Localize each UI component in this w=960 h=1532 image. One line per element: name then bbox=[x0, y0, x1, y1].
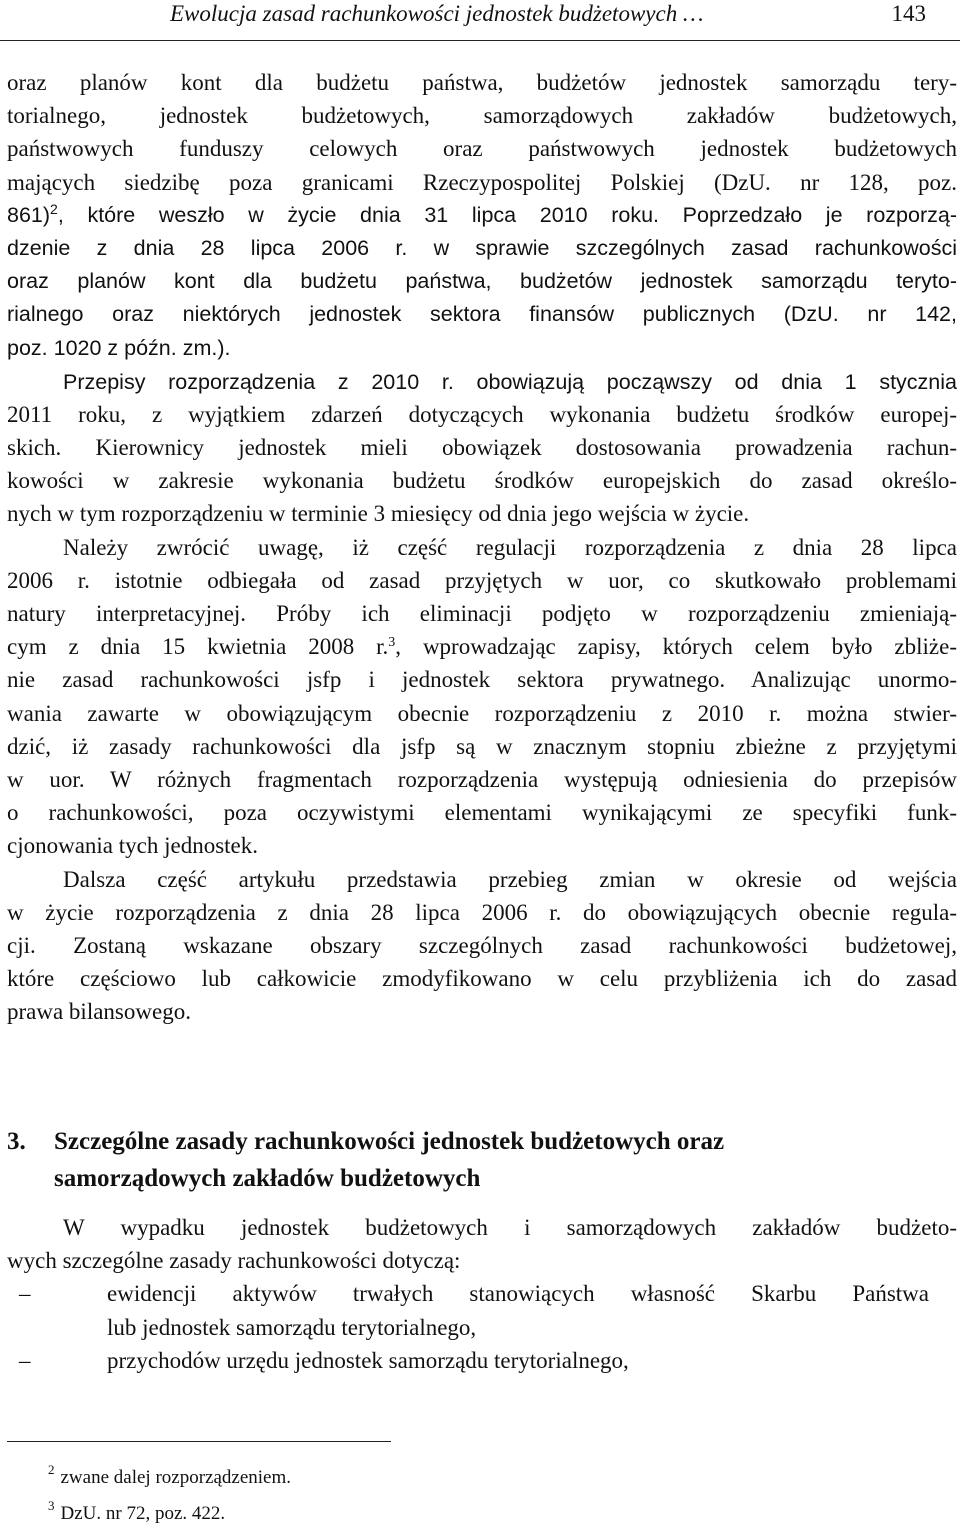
page-number: 143 bbox=[891, 1, 926, 26]
footnote-separator bbox=[7, 1441, 391, 1442]
text-line bbox=[7, 199, 957, 232]
footnote-text: DzU. nr 72, poz. 422. bbox=[60, 1503, 226, 1524]
text-line: nych w tym rozporządzeniu w terminie 3 miesięcy od dnia jego wejścia w życie. bbox=[7, 501, 750, 527]
text-line: które częściowo lub całkowicie zmodyfikowano w celu przybliżenia ich do zasad bbox=[7, 966, 957, 992]
text-line: W wypadku jednostek budżetowych i samorządowych zakładów budżeto- bbox=[63, 1215, 957, 1240]
text-line: Dalsza część artykułu przedstawia przebieg zmian w okresie od wejścia bbox=[63, 866, 957, 892]
text-line: dzenie z dnia 28 lipca 2006 r. w sprawie szczególnych zasad rachunkowości bbox=[7, 235, 957, 260]
text-line: państwowych funduszy celowych oraz państwowych jednostek budżetowych bbox=[7, 136, 957, 162]
text-line: oraz planów kont dla budżetu państwa, budżetów jednostek samorządu tery- bbox=[7, 70, 957, 95]
section-title bbox=[54, 1123, 934, 1197]
text-line: o rachunkowości, poza oczywistymi elementami wynikającymi ze specyfiki funk- bbox=[7, 800, 957, 826]
body-text bbox=[7, 66, 957, 1028]
text-line: kowości w zakresie wykonania budżetu środków europejskich do zasad określo- bbox=[7, 468, 957, 494]
paragraph-1 bbox=[7, 66, 957, 365]
running-title: Ewolucja zasad rachunkowości jednostek budżetowych … bbox=[170, 1, 704, 26]
text-line: wych szczególne zasady rachunkowości dotyczą: bbox=[7, 1248, 461, 1274]
footnote-ref-2[interactable]: 2 bbox=[50, 200, 58, 217]
section-number: 3. bbox=[7, 1128, 26, 1155]
text-line: mających siedzibę poza granicami Rzeczypospolitej Polskiej (DzU. nr 128, poz. bbox=[7, 169, 957, 195]
footnote-ref-3[interactable]: 3 bbox=[388, 635, 396, 651]
text-line: ewidencji aktywów trwałych stanowiących własność Skarbu Państwa bbox=[107, 1281, 929, 1307]
text-line: cjonowania tych jednostek. bbox=[7, 833, 259, 859]
list-item bbox=[7, 1344, 957, 1377]
text-line: Należy zwrócić uwagę, iż część regulacji rozporządzenia z dnia 28 lipca bbox=[63, 534, 957, 560]
footnote-number: 3 bbox=[48, 1498, 55, 1513]
text-line: w życie rozporządzenia z dnia 28 lipca 2006 r. do obowiązujących obecnie regula- bbox=[7, 899, 957, 925]
footnote-text: zwane dalej rozporządzeniem. bbox=[60, 1467, 292, 1488]
text-span: cym z dnia 15 kwietnia 2008 r. bbox=[7, 634, 389, 660]
text-line: cji. Zostaną wskazane obszary szczególnych zasad rachunkowości budżetowej, bbox=[7, 932, 957, 958]
section-title-line: samorządowych zakładów budżetowych bbox=[54, 1165, 481, 1192]
text-line: 2011 roku, z wyjątkiem zdarzeń dotyczących wykonania budżetu środków europej- bbox=[7, 401, 957, 427]
footnote-2 bbox=[48, 1460, 291, 1496]
text-line bbox=[7, 630, 957, 663]
section-title-line: Szczególne zasady rachunkowości jednostek budżetowych oraz bbox=[54, 1128, 725, 1155]
text-line: prawa bilansowego. bbox=[7, 999, 191, 1025]
list-item bbox=[7, 1277, 957, 1343]
text-line bbox=[7, 365, 957, 398]
paragraph-3 bbox=[7, 531, 957, 863]
text-line: dzić, iż zasady rachunkowości dla jsfp są w znacznym stopniu zbieżne z przyjętymi bbox=[7, 733, 957, 759]
text-line: wania zawarte w obowiązującym obecnie rozporządzeniu z 2010 r. można stwier- bbox=[7, 700, 957, 726]
text-line: lub jednostek samorządu terytorialnego, bbox=[107, 1314, 477, 1340]
paragraph-4 bbox=[7, 863, 957, 1029]
text-line: natury interpretacyjnej. Próby ich eliminacji podjęto w rozporządzeniu zmieniają- bbox=[7, 601, 957, 626]
dash-bullet: – bbox=[19, 1281, 31, 1307]
text-span: , które weszło w życie dnia 31 lipca 2010 roku. Poprzedzało je rozporzą- bbox=[57, 202, 957, 227]
text-line: nie zasad rachunkowości jsfp i jednostek sektora prywatnego. Analizując unormo- bbox=[7, 667, 957, 693]
text-line: w uor. W różnych fragmentach rozporządzenia występują odniesienia do przepisów bbox=[7, 766, 957, 792]
paragraph-2 bbox=[7, 365, 957, 531]
dash-bullet: – bbox=[19, 1347, 31, 1373]
section-body bbox=[7, 1211, 957, 1377]
footnote-number: 2 bbox=[48, 1462, 55, 1477]
text-span: , wprowadzając zapisy, których celem było zbliże- bbox=[395, 634, 957, 660]
text-line: torialnego, jednostek budżetowych, samorządowych zakładów budżetowych, bbox=[7, 103, 957, 129]
text-span: 861) bbox=[7, 202, 51, 227]
footnotes bbox=[48, 1460, 291, 1532]
text-line: 2006 r. istotnie odbiegała od zasad przyjętych w uor, co skutkowało problemami bbox=[7, 567, 957, 593]
text-line: rialnego oraz niektórych jednostek sektora finansów publicznych (DzU. nr 142, bbox=[7, 302, 957, 327]
text-line: poz. 1020 z późn. zm.). bbox=[7, 335, 231, 360]
footnote-3 bbox=[48, 1496, 291, 1532]
running-header bbox=[0, 0, 960, 41]
text-line: oraz planów kont dla budżetu państwa, budżetów jednostek samorządu teryto- bbox=[7, 269, 957, 294]
text-line: przychodów urzędu jednostek samorządu terytorialnego, bbox=[107, 1347, 629, 1373]
text-span: Przepisy rozporządzenia z 2010 r. obowiązują począwszy od dnia 1 stycznia bbox=[63, 369, 957, 394]
text-line: skich. Kierownicy jednostek mieli obowiązek dostosowania prowadzenia rachun- bbox=[7, 435, 957, 461]
